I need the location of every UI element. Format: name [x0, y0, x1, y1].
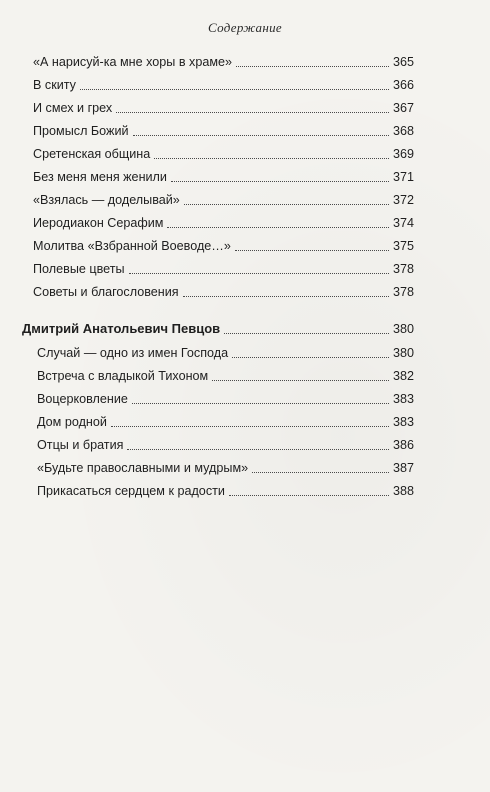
toc-entry[interactable] [37, 410, 414, 430]
toc-entry-title: Иеродиакон Серафим [33, 216, 164, 230]
toc-entry[interactable] [37, 433, 414, 453]
toc-entry[interactable] [33, 165, 414, 185]
toc-entry-page: 383 [392, 392, 414, 406]
dot-leader [224, 332, 389, 334]
toc-entry-page: 366 [392, 78, 414, 92]
toc-entry-page: 367 [392, 101, 414, 115]
toc-entry-page: 374 [392, 216, 414, 230]
toc-entry-page: 386 [392, 438, 414, 452]
toc-entry-title: Встреча с владыкой Тихоном [37, 369, 209, 383]
dot-leader [235, 249, 389, 251]
toc-author-heading[interactable] [22, 317, 414, 337]
page-header: Содержание [208, 20, 282, 35]
dot-leader [116, 111, 389, 113]
toc-entry[interactable] [33, 257, 414, 277]
toc-entry-page: 365 [392, 55, 414, 69]
toc-entry-title: Отцы и братия [37, 438, 124, 452]
dot-leader [212, 379, 389, 381]
toc-entry[interactable] [37, 387, 414, 407]
toc-entry-title: «Будьте православными и мудрым» [37, 461, 249, 475]
toc-entry-title: Промысл Божий [33, 124, 129, 138]
toc-entry[interactable] [33, 280, 414, 300]
toc-entry-page: 369 [392, 147, 414, 161]
dot-leader [154, 157, 389, 159]
toc-entry-title: Сретенская община [33, 147, 151, 161]
dot-leader [133, 134, 389, 136]
dot-leader [252, 471, 389, 473]
toc-entry-title: Дом родной [37, 415, 107, 429]
toc-entry[interactable] [37, 456, 414, 476]
toc-entry[interactable] [33, 211, 414, 231]
toc-entry[interactable] [33, 234, 414, 254]
toc-entry-page: 387 [392, 461, 414, 475]
toc-entry-page: 378 [392, 262, 414, 276]
toc-entry-title: «А нарисуй-ка мне хоры в храме» [33, 55, 233, 69]
toc-entry-page: 380 [392, 346, 414, 360]
dot-leader [111, 425, 389, 427]
toc-entry-title: Прикасаться сердцем к радости [37, 484, 225, 498]
toc-entry-page: 380 [392, 322, 414, 336]
toc-entry-page: 382 [392, 369, 414, 383]
toc-entry-title: Воцерковление [37, 392, 128, 406]
toc-entry[interactable] [33, 119, 414, 139]
toc-entry-page: 388 [392, 484, 414, 498]
dot-leader [229, 494, 389, 496]
toc-entry-title: Без меня меня женили [33, 170, 167, 184]
dot-leader [127, 448, 389, 450]
toc-entry-title: В скиту [33, 78, 76, 92]
dot-leader [171, 180, 389, 182]
dot-leader [232, 356, 389, 358]
toc-entry-title: Случай — одно из имен Господа [37, 346, 229, 360]
toc-entry-title: Советы и благословения [33, 285, 179, 299]
toc-entry-title: И смех и грех [33, 101, 113, 115]
toc-entry[interactable] [37, 341, 414, 361]
dot-leader [183, 295, 389, 297]
toc-entry-page: 368 [392, 124, 414, 138]
toc-author-name: Дмитрий Анатольевич Певцов [22, 321, 221, 336]
dot-leader [167, 226, 389, 228]
toc-entry-page: 375 [392, 239, 414, 253]
toc-entry[interactable] [33, 142, 414, 162]
toc-entry[interactable] [33, 188, 414, 208]
toc-entry[interactable] [33, 50, 414, 70]
toc-entry-title: Молитва «Взбранной Воеводе…» [33, 239, 231, 253]
toc-entry-page: 372 [392, 193, 414, 207]
dot-leader [184, 203, 389, 205]
toc-entry[interactable] [33, 73, 414, 93]
toc-entry-page: 383 [392, 415, 414, 429]
dot-leader [129, 272, 389, 274]
toc-entry-page: 371 [392, 170, 414, 184]
toc-entry-page: 378 [392, 285, 414, 299]
toc-entry[interactable] [37, 364, 414, 384]
toc-entry[interactable] [37, 479, 414, 499]
dot-leader [236, 65, 389, 67]
dot-leader [80, 88, 389, 90]
dot-leader [132, 402, 389, 404]
toc-entry-title: «Взялась — доделывай» [33, 193, 180, 207]
toc-entry-title: Полевые цветы [33, 262, 125, 276]
toc-entry[interactable] [33, 96, 414, 116]
